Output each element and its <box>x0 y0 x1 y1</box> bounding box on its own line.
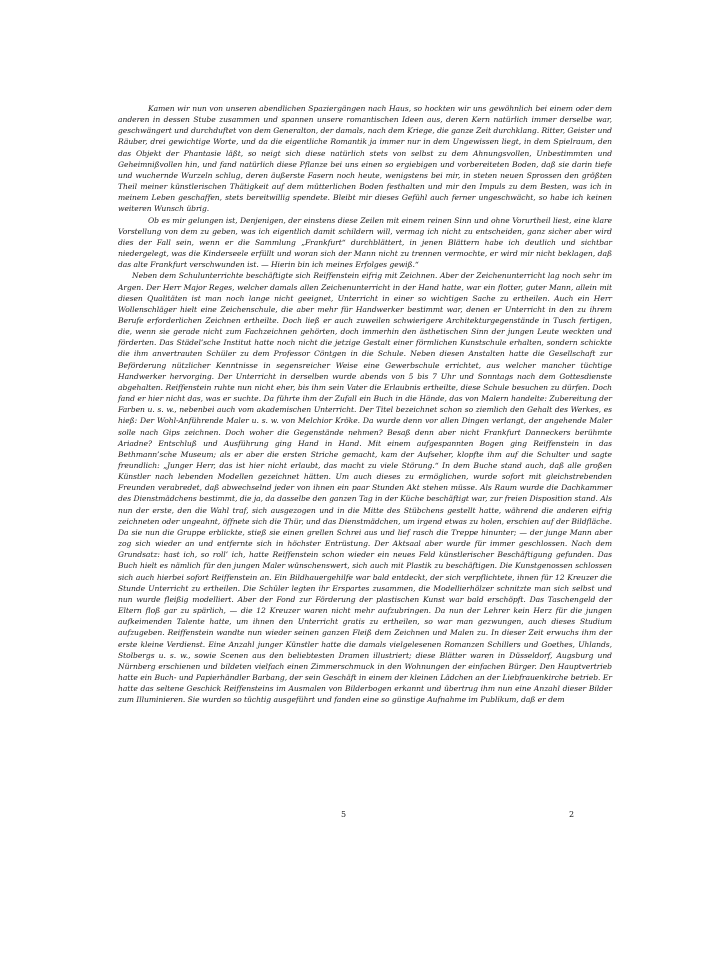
quoted-passage <box>118 103 612 270</box>
quote-paragraph-2: Ob es mir gelungen ist, Denjenigen, der einstens diese Zeilen mit einem reinen Sinn und ohne Vorurtheil liest, eine klare Vorstellung von dem zu geben, was ich eigentlich damit schildern will, vermag ich nicht zu entscheiden, ganz sicher aber wird dies der Fall sein, wenn er die Sammlung „Frankfurt“ durchblättert, in jenen Blättern habe ich deutlich und sichtbar niedergelegt, was die Kinderseele erfüllt und woran sich der Mann nicht zu trennen vermochte, er wird mir nicht beklagen, daß das alte Frankfurt verschwunden ist. — Hierin bin ich meines Erfolges gewiß.“ <box>118 215 612 270</box>
page-footer <box>0 810 720 822</box>
quote-paragraph-1: Kamen wir nun von unseren abendlichen Spaziergängen nach Haus, so hockten wir uns gewöhnlich bei einem oder dem anderen in dessen Stube zusammen und spannen unsere romantischen Ideen aus, deren Kern natürlich immer derselbe war, geschwängert und durchduftet von dem Generalton, der damals, nach dem Kriege, die ganze Zeit durchklang. Ritter, Geister und Räuber, drei gewichtige Worte, und da die eigentliche Romantik ja immer nur in dem Ungewissen liegt, in dem Spielraum, den das Objekt der Phantasie läßt, so neigt sich diese natürlich stets von selbst zu dem Ahnungsvollen, Unbestimmten und Geheimnißvollen hin, und fand natürlich diese Pflanze bei uns einen so ergiebigen und vorbereiteten Boden, daß sie darin tiefe und wuchernde Wurzeln schlug, deren äußerste Fasern noch heute, wenigstens bei mir, in steten neuen Sprossen den größten Theil meiner künstlerischen Thätigkeit auf dem mütterlichen Boden festhalten und mir den Impuls zu dem Besten, was ich in meinem Leben geschaffen, stets bereitwillig spendete. Bleibt mir dieses Gefühl auch ferner ungeschwächt, so habe ich keinen weiteren Wunsch übrig. <box>118 104 612 214</box>
text-column <box>118 103 612 705</box>
signature-mark: 5 <box>341 810 347 819</box>
body-paragraph: Neben dem Schulunterrichte beschäftigte sich Reiffenstein eifrig mit Zeichnen. Aber der Zeichenunterricht lag noch sehr im Argen. Der Herr Major Reges, welcher damals allen Zeichenunterricht in der Hand hatte, war ein flotter, guter Mann, allein mit diesen Qualitäten ist man noch lange nicht geeignet, Unterricht in einer so wichtigen Sache zu ertheilen. Auch ein Herr Wollenschläger hielt eine Zeichenschule, die aber mehr für Handwerker bestimmt war, denen er Unterricht in den zu ihrem Berufe erforderlichen Zeichnen ertheilte. Doch ließ er auch zuweilen schwierigere Architekturgegenstände in Tusch fertigen, die, wenn sie gerade nicht zum Fachzeichnen gehörten, doch immerhin den ästhetischen Sinn der jungen Leute weckten und förderten. Das Städel’sche Institut hatte noch nicht die jetzige Gestalt einer förmlichen Kunstschule erhalten, sondern schickte die ihm anvertrauten Schüler zu dem Professor Cöntgen in die Schule. Neben diesen Anstalten hatte die Gesellschaft zur Beförderung nützlicher Kenntnisse in segensreicher Weise eine Gewerbschule errichtet, aus welcher mancher tüchtige Handwerker hervorging. Der Unterricht in derselben wurde abends von 5 bis 7 Uhr und Sonntags nach dem Gottesdienste abgehalten. Reiffenstein ruhte nun nicht eher, bis ihm sein Vater die Erlaubnis ertheilte, diese Schule besuchen zu dürfen. Doch fand er hier nicht das, was er suchte. Da führte ihm der Zufall ein Buch in die Hände, das von Malern handelte: Zubereitung der Farben u. s. w., nebenbei auch vom akademischen Unterricht. Der Titel bezeichnet schon so ziemlich den Gehalt des Werkes, es hieß: Der Wohl-Anführende Maler u. s. w. von Melchior Kröke. Da wurde denn vor allen Dingen verlangt, der angehende Maler solle nach Gips zeichnen. Doch woher die Gegenstände nehmen? Besaß denn aber nicht Frankfurt Danneckers berühmte Ariadne? Entschluß und Ausführung ging Hand in Hand. Mit einem aufgespannten Bogen ging Reiffenstein in das Bethmann’sche Museum; als er aber die ersten Striche gemacht, kam der Aufseher, klopfte ihm auf die Schulter und sagte freundlich: „Junger Herr, das ist hier nicht erlaubt, das macht zu viele Störung.“ In dem Buche stand auch, daß alle großen Künstler nach lebenden Modellen gezeichnet hätten. Um auch dieses zu ermöglichen, wurde sofort mit gleichstrebenden Freunden verabredet, daß abwechselnd jeder von ihnen ein paar Stunden Akt stehen müsse. Als Raum wurde die Dachkammer des Dienstmädchens bestimmt, die ja, da dasselbe den ganzen Tag in der Küche beschäftigt war, zur freien Disposition stand. Als nun der erste, den die Wahl traf, sich ausgezogen und in die Mitte des Stübchens gestellt hatte, während die anderen eifrig zeichneten oder ungeahnt, öffnete sich die Thür, und das Dienstmädchen, um irgend etwas zu holen, erschien auf der Bildfläche. Da sie nun die Gruppe erblickte, stieß sie einen grellen Schrei aus und lief rasch die Treppe hinunter; — der junge Mann aber zog sich wieder an und entfernte sich in höchster Entrüstung. Der Aktsaal aber wurde für immer geschlossen. Nach dem Grundsatz: hast ich, so roll’ ich, hatte Reiffenstein schon wieder ein neues Feld künstlerischer Beschäftigung gefunden. Das Buch hielt es nämlich für den jungen Maler wünschenswert, sich auch mit Plastik zu beschäftigen. Die Kunstgenossen schlossen sich auch hierbei sofort Reiffenstein an. Ein Bildhauergehilfe war bald entdeckt, der sich verpflichtete, ihnen für 12 Kreuzer die Stunde Unterricht zu ertheilen. Die Schüler legten ihr Erspartes zusammen, die Modellierhölzer schnitzte man sich selbst und nun wurde fleißig modelliert. Aber der Fond zur Förderung der plastischen Kunst war bald erschöpft. Das Taschengeld der Eltern floß gar zu spärlich, — die 12 Kreuzer waren nicht mehr aufzubringen. Da nun der Lehrer kein Herz für die jungen aufkeimenden Talente hatte, um ihnen den Unterricht gratis zu ertheilen, so war man gezwungen, auch dieses Studium aufzugeben. Reiffenstein wandte nun wieder seinen ganzen Fleiß dem Zeichnen und Malen zu. In dieser Zeit erwuchs ihm der erste kleine Verdienst. Eine Anzahl junger Künstler hatte die damals vielgelesenen Romanzen Schillers und Goethes, Uhlands, Stolbergs u. s. w., sowie Scenen aus den beliebtesten Dramen illustriert; diese Blätter waren in Düsseldorf, Augsburg und Nürnberg erschienen und bildeten vielfach einen Zimmerschmuck in den Wohnungen der einfachen Bürger. Den Hauptvertrieb hatte ein Buch- und Papierhändler Barbang, der sein Geschäft in einem der kleinen Lädchen an der Liebfrauenkirche betrieb. Er hatte das seltene Geschick Reiffensteins im Ausmalen von Bilderbogen erkannt und übertrug ihm nun eine Anzahl dieser Bilder zum Illuminieren. Sie wurden so tüchtig ausgeführt und fanden eine so günstige Aufnahme im Publikum, daß er dem <box>118 271 612 705</box>
page-number: 2 <box>569 810 575 819</box>
